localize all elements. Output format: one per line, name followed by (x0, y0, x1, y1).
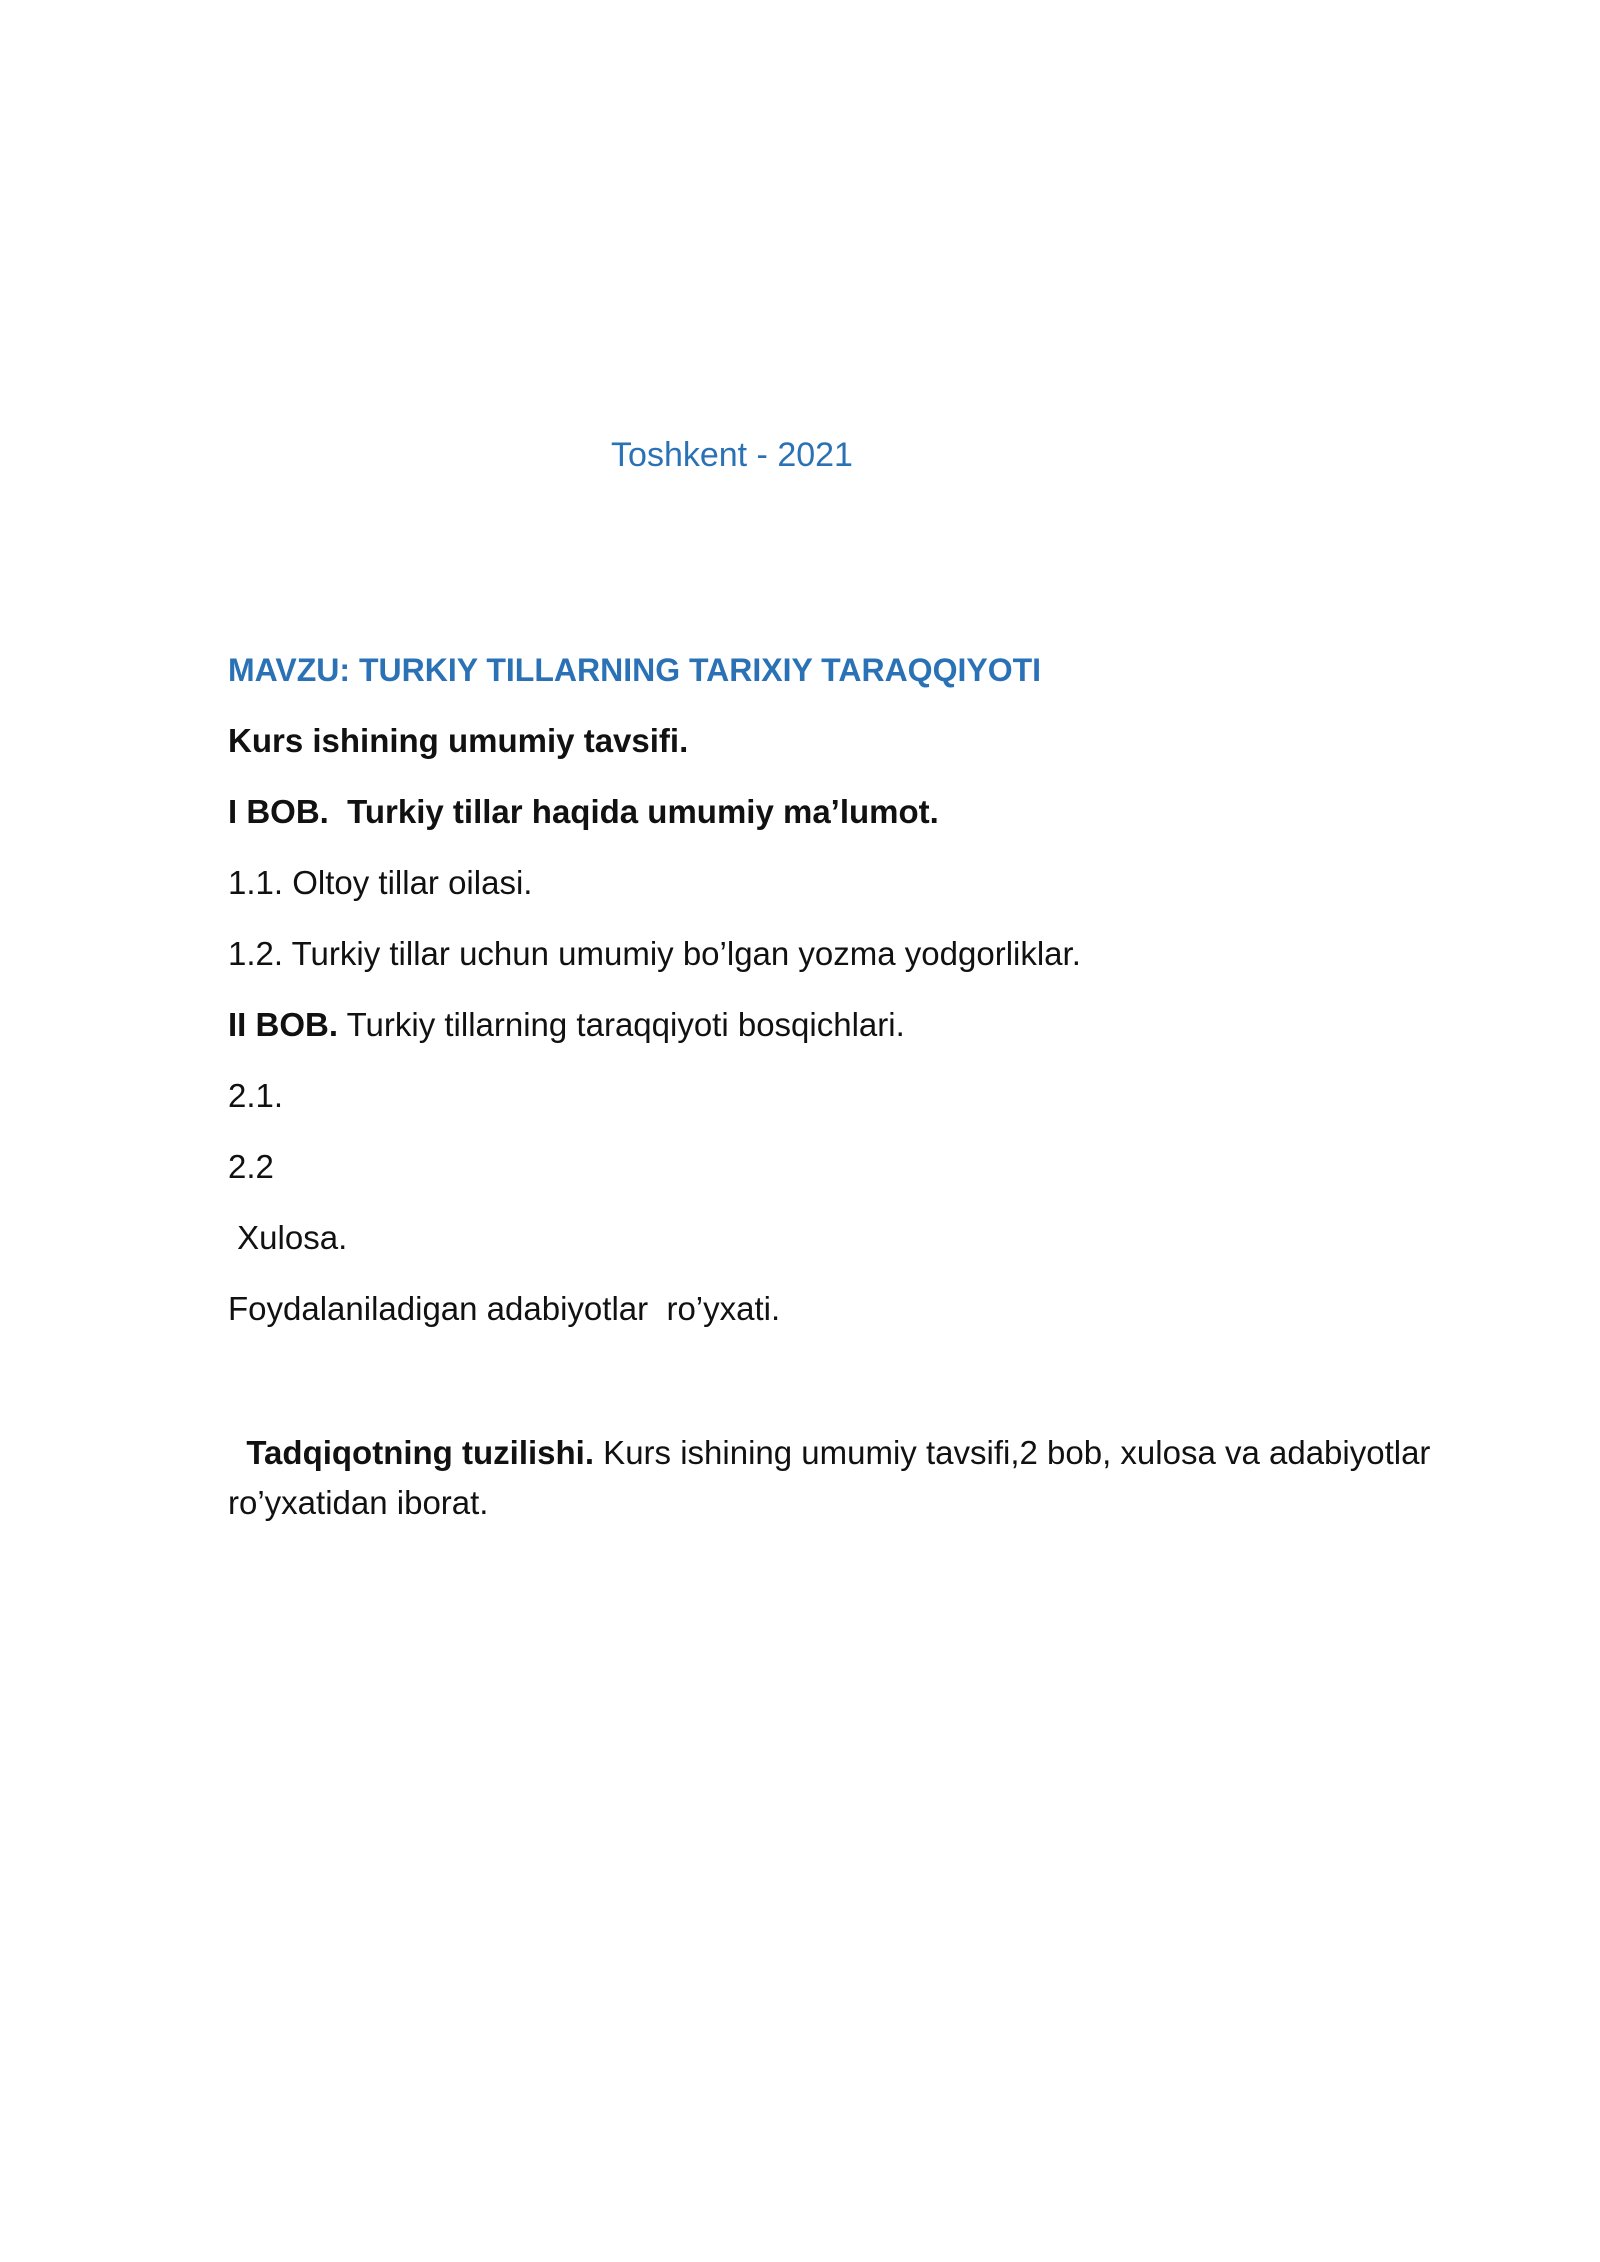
toc-intro: Kurs ishining umumiy tavsifi. (228, 722, 689, 759)
toc-chapter-2-label: II BOB. (228, 1006, 339, 1043)
toc-section-2-2: 2.2 (228, 1148, 274, 1185)
topic-heading: MAVZU: TURKIY TILLARNING TARIXIY TARAQQIYOTI (228, 652, 1042, 688)
toc-section-1-1: 1.1. Oltoy tillar oilasi. (228, 864, 533, 901)
structure-paragraph (228, 1428, 1468, 1528)
structure-text: Kurs ishining umumiy tavsifi,2 bob, xulosa va adabiyotlar ro’yxatidan iborat. (228, 1434, 1431, 1521)
toc-section-1-2: 1.2. Turkiy tillar uchun umumiy bo’lgan yozma yodgorliklar. (228, 935, 1081, 972)
toc-chapter-2-title: Turkiy tillarning taraqqiyoti bosqichlari. (338, 1006, 905, 1043)
toc-conclusion: Xulosa. (228, 1219, 348, 1256)
spacer (228, 1360, 1468, 1428)
city-year-caption: Toshkent - 2021 (611, 436, 853, 474)
toc-chapter-2 (228, 1005, 1468, 1045)
toc-section-2-1: 2.1. (228, 1077, 284, 1114)
structure-lead: Tadqiqotning tuzilishi. (246, 1434, 595, 1471)
toc-references: Foydalaniladigan adabiyotlar ro’yxati. (228, 1290, 781, 1327)
toc-chapter-1: I BOB. Turkiy tillar haqida umumiy ma’lumot. (228, 793, 939, 830)
table-of-contents (228, 650, 1468, 1528)
